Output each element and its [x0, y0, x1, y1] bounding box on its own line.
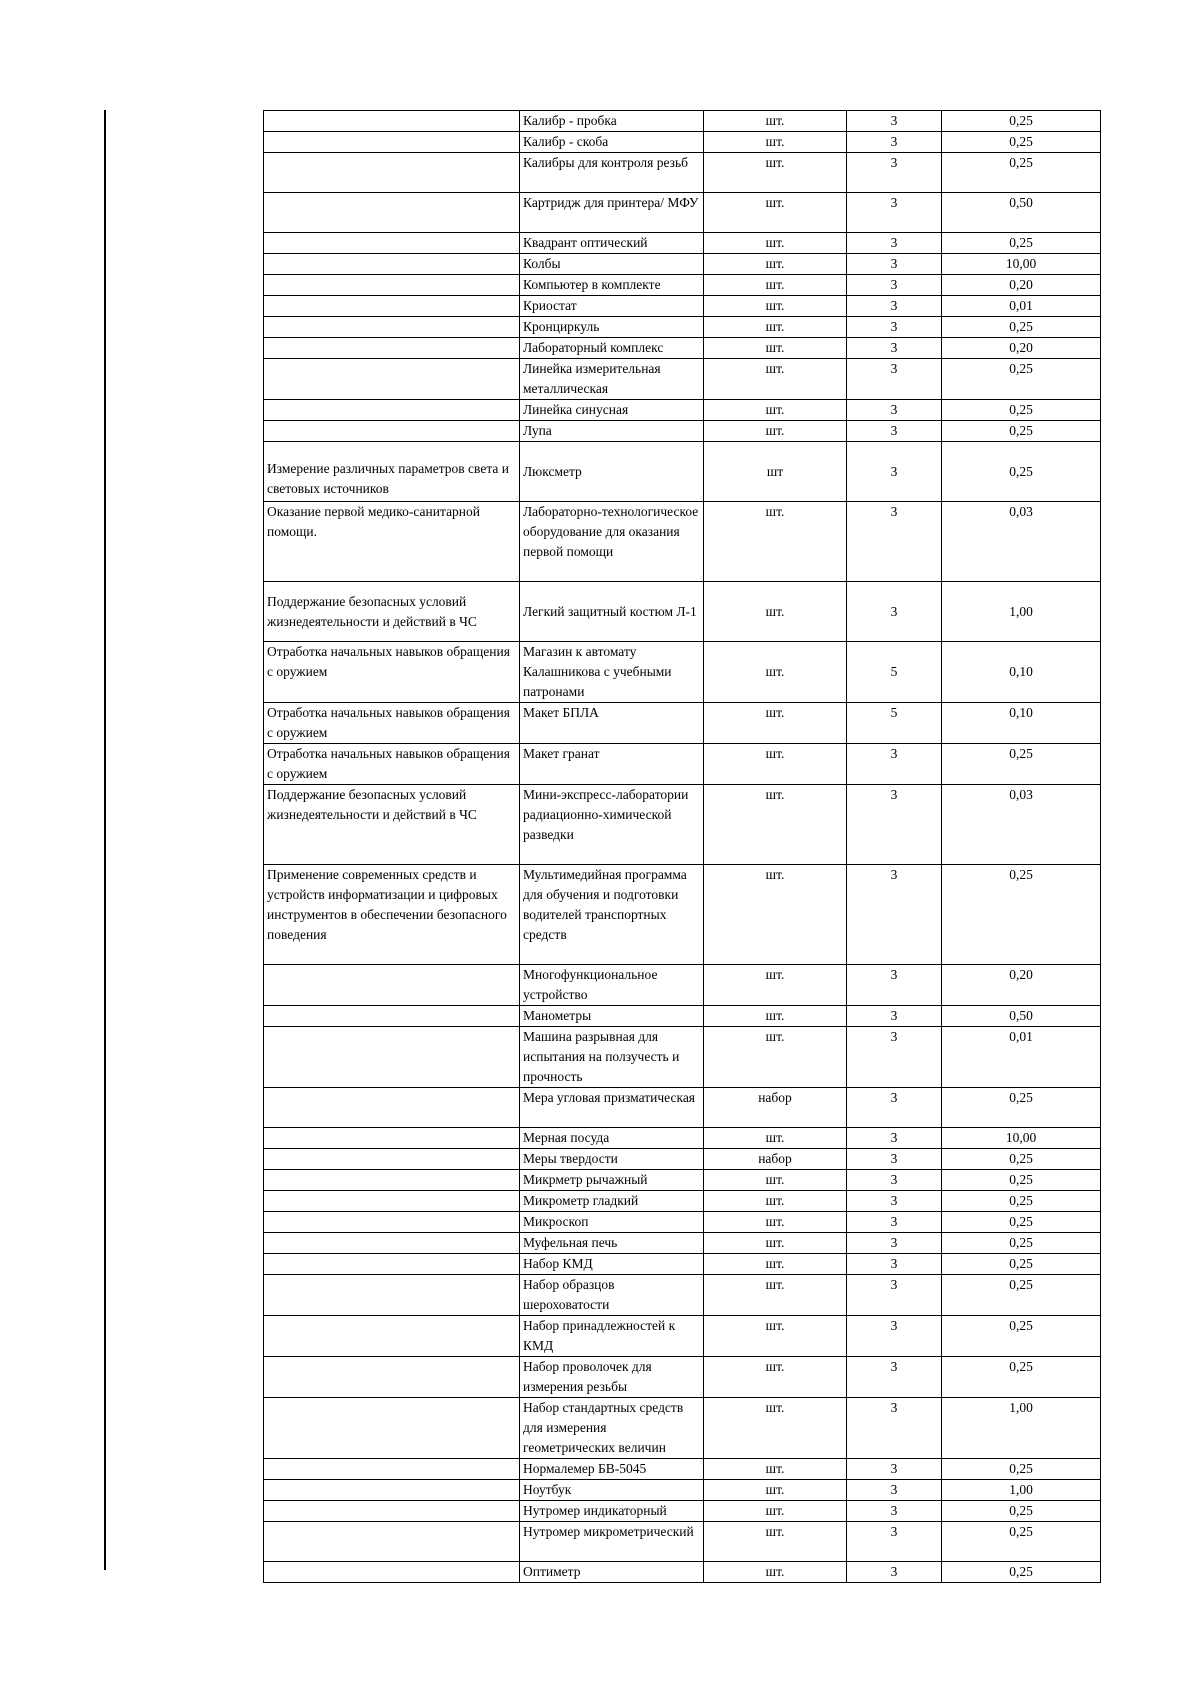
unit-cell: шт. — [704, 1006, 847, 1027]
quantity-cell: 3 — [847, 1275, 942, 1316]
table-row — [264, 296, 1101, 317]
norm-cell: 0,03 — [942, 785, 1101, 865]
table-row — [264, 317, 1101, 338]
purpose-cell — [264, 1128, 520, 1149]
item-name-cell: Меры твердости — [520, 1149, 704, 1170]
quantity-cell: 3 — [847, 111, 942, 132]
purpose-cell — [264, 965, 520, 1006]
unit-cell: шт. — [704, 1254, 847, 1275]
item-name-cell: Колбы — [520, 254, 704, 275]
table-row — [264, 642, 1101, 703]
unit-cell: шт. — [704, 502, 847, 582]
table-row — [264, 1254, 1101, 1275]
norm-cell: 0,25 — [942, 1170, 1101, 1191]
unit-cell: шт. — [704, 359, 847, 400]
margin-line — [104, 110, 106, 1570]
norm-cell: 0,10 — [942, 703, 1101, 744]
purpose-cell — [264, 1170, 520, 1191]
quantity-cell: 3 — [847, 1006, 942, 1027]
norm-cell: 0,20 — [942, 275, 1101, 296]
quantity-cell: 3 — [847, 254, 942, 275]
unit-cell: шт. — [704, 1233, 847, 1254]
table-row — [264, 400, 1101, 421]
table-row — [264, 785, 1101, 865]
purpose-cell — [264, 1459, 520, 1480]
table-row — [264, 1316, 1101, 1357]
unit-cell: шт. — [704, 785, 847, 865]
table-row — [264, 442, 1101, 502]
norm-cell: 0,25 — [942, 233, 1101, 254]
table-row — [264, 1170, 1101, 1191]
norm-cell: 0,25 — [942, 1562, 1101, 1583]
unit-cell: шт. — [704, 865, 847, 965]
table-row — [264, 132, 1101, 153]
table-row — [264, 744, 1101, 785]
norm-cell: 0,25 — [942, 1212, 1101, 1233]
norm-cell: 0,20 — [942, 338, 1101, 359]
item-name-cell: Набор проволочек для измерения резьбы — [520, 1357, 704, 1398]
table-row — [264, 865, 1101, 965]
norm-cell: 1,00 — [942, 582, 1101, 642]
norm-cell: 1,00 — [942, 1398, 1101, 1459]
unit-cell: набор — [704, 1149, 847, 1170]
norm-cell: 0,25 — [942, 1501, 1101, 1522]
quantity-cell: 3 — [847, 275, 942, 296]
norm-cell: 0,25 — [942, 1316, 1101, 1357]
unit-cell: шт. — [704, 1170, 847, 1191]
table-row — [264, 421, 1101, 442]
norm-cell: 0,25 — [942, 865, 1101, 965]
table-row — [264, 1088, 1101, 1128]
purpose-cell — [264, 1088, 520, 1128]
table-row — [264, 1128, 1101, 1149]
norm-cell: 0,25 — [942, 153, 1101, 193]
table-row — [264, 1459, 1101, 1480]
item-name-cell: Линейка измерительная металлическая — [520, 359, 704, 400]
norm-cell: 0,25 — [942, 317, 1101, 338]
norm-cell: 0,25 — [942, 1088, 1101, 1128]
table-row — [264, 275, 1101, 296]
norm-cell: 1,00 — [942, 1480, 1101, 1501]
quantity-cell: 3 — [847, 785, 942, 865]
norm-cell: 0,25 — [942, 1149, 1101, 1170]
unit-cell: шт. — [704, 703, 847, 744]
purpose-cell — [264, 359, 520, 400]
table-row — [264, 1191, 1101, 1212]
table-row — [264, 1357, 1101, 1398]
unit-cell: шт. — [704, 296, 847, 317]
quantity-cell: 3 — [847, 153, 942, 193]
table-row — [264, 582, 1101, 642]
purpose-cell — [264, 1357, 520, 1398]
equipment-table — [263, 110, 1101, 1583]
quantity-cell: 3 — [847, 582, 942, 642]
purpose-cell — [264, 254, 520, 275]
table-row — [264, 193, 1101, 233]
quantity-cell: 3 — [847, 1254, 942, 1275]
quantity-cell: 3 — [847, 1501, 942, 1522]
norm-cell: 0,25 — [942, 359, 1101, 400]
table-row — [264, 1480, 1101, 1501]
table-row — [264, 1027, 1101, 1088]
quantity-cell: 3 — [847, 132, 942, 153]
quantity-cell: 3 — [847, 1357, 942, 1398]
unit-cell: шт. — [704, 400, 847, 421]
item-name-cell: Макет гранат — [520, 744, 704, 785]
quantity-cell: 3 — [847, 1191, 942, 1212]
quantity-cell: 3 — [847, 1170, 942, 1191]
purpose-cell — [264, 1212, 520, 1233]
quantity-cell: 3 — [847, 421, 942, 442]
purpose-cell — [264, 338, 520, 359]
quantity-cell: 3 — [847, 1149, 942, 1170]
norm-cell: 0,25 — [942, 744, 1101, 785]
purpose-cell — [264, 1006, 520, 1027]
item-name-cell: Многофункциональное устройство — [520, 965, 704, 1006]
table-row — [264, 1398, 1101, 1459]
item-name-cell: Нутромер микрометрический — [520, 1522, 704, 1562]
item-name-cell: Калибр - пробка — [520, 111, 704, 132]
unit-cell: шт. — [704, 744, 847, 785]
norm-cell: 0,25 — [942, 132, 1101, 153]
table-row — [264, 502, 1101, 582]
table-row — [264, 1233, 1101, 1254]
purpose-cell — [264, 1191, 520, 1212]
quantity-cell: 3 — [847, 1128, 942, 1149]
unit-cell: шт. — [704, 233, 847, 254]
item-name-cell: Мини-экспресс-лаборатории радиационно-химической разведки — [520, 785, 704, 865]
item-name-cell: Микроскоп — [520, 1212, 704, 1233]
quantity-cell: 5 — [847, 703, 942, 744]
table-row — [264, 1275, 1101, 1316]
norm-cell: 0,25 — [942, 1357, 1101, 1398]
unit-cell: шт — [704, 442, 847, 502]
norm-cell: 0,25 — [942, 1522, 1101, 1562]
purpose-cell — [264, 1275, 520, 1316]
norm-cell: 0,01 — [942, 296, 1101, 317]
table-row — [264, 111, 1101, 132]
table-row — [264, 965, 1101, 1006]
unit-cell: шт. — [704, 1191, 847, 1212]
norm-cell: 10,00 — [942, 254, 1101, 275]
item-name-cell: Оптиметр — [520, 1562, 704, 1583]
unit-cell: шт. — [704, 254, 847, 275]
table-row — [264, 1562, 1101, 1583]
item-name-cell: Квадрант оптический — [520, 233, 704, 254]
item-name-cell: Микрометр гладкий — [520, 1191, 704, 1212]
table-row — [264, 703, 1101, 744]
unit-cell: шт. — [704, 1357, 847, 1398]
quantity-cell: 3 — [847, 744, 942, 785]
norm-cell: 0,10 — [942, 642, 1101, 703]
unit-cell: шт. — [704, 1398, 847, 1459]
quantity-cell: 3 — [847, 1027, 942, 1088]
quantity-cell: 5 — [847, 642, 942, 703]
unit-cell: шт. — [704, 1522, 847, 1562]
unit-cell: шт. — [704, 1501, 847, 1522]
item-name-cell: Манометры — [520, 1006, 704, 1027]
item-name-cell: Лабораторный комплекс — [520, 338, 704, 359]
item-name-cell: Магазин к автомату Калашникова с учебными патронами — [520, 642, 704, 703]
purpose-cell — [264, 132, 520, 153]
unit-cell: шт. — [704, 1212, 847, 1233]
unit-cell: шт. — [704, 275, 847, 296]
unit-cell: набор — [704, 1088, 847, 1128]
item-name-cell: Легкий защитный костюм Л-1 — [520, 582, 704, 642]
item-name-cell: Набор КМД — [520, 1254, 704, 1275]
norm-cell: 0,25 — [942, 421, 1101, 442]
equipment-table-body — [264, 111, 1101, 1583]
norm-cell: 10,00 — [942, 1128, 1101, 1149]
item-name-cell: Мультимедийная программа для обучения и подготовки водителей транспортных средств — [520, 865, 704, 965]
norm-cell: 0,25 — [942, 111, 1101, 132]
item-name-cell: Набор стандартных средств для измерения геометрических величин — [520, 1398, 704, 1459]
quantity-cell: 3 — [847, 502, 942, 582]
item-name-cell: Ноутбук — [520, 1480, 704, 1501]
quantity-cell: 3 — [847, 1459, 942, 1480]
quantity-cell: 3 — [847, 296, 942, 317]
purpose-cell: Измерение различных параметров света и световых источников — [264, 442, 520, 502]
purpose-cell — [264, 317, 520, 338]
quantity-cell: 3 — [847, 1522, 942, 1562]
norm-cell: 0,01 — [942, 1027, 1101, 1088]
purpose-cell — [264, 421, 520, 442]
item-name-cell: Машина разрывная для испытания на ползучесть и прочность — [520, 1027, 704, 1088]
quantity-cell: 3 — [847, 233, 942, 254]
unit-cell: шт. — [704, 132, 847, 153]
purpose-cell — [264, 193, 520, 233]
purpose-cell — [264, 1254, 520, 1275]
purpose-cell — [264, 275, 520, 296]
purpose-cell — [264, 1027, 520, 1088]
unit-cell: шт. — [704, 965, 847, 1006]
quantity-cell: 3 — [847, 1088, 942, 1128]
quantity-cell: 3 — [847, 317, 942, 338]
item-name-cell: Набор принадлежностей к КМД — [520, 1316, 704, 1357]
item-name-cell: Картридж для принтера/ МФУ — [520, 193, 704, 233]
table-row — [264, 233, 1101, 254]
unit-cell: шт. — [704, 1027, 847, 1088]
purpose-cell — [264, 296, 520, 317]
table-row — [264, 359, 1101, 400]
table-row — [264, 1006, 1101, 1027]
quantity-cell: 3 — [847, 338, 942, 359]
item-name-cell: Люксметр — [520, 442, 704, 502]
norm-cell: 0,50 — [942, 193, 1101, 233]
purpose-cell — [264, 1316, 520, 1357]
item-name-cell: Линейка синусная — [520, 400, 704, 421]
purpose-cell — [264, 233, 520, 254]
norm-cell: 0,50 — [942, 1006, 1101, 1027]
quantity-cell: 3 — [847, 1480, 942, 1501]
unit-cell: шт. — [704, 317, 847, 338]
table-row — [264, 1501, 1101, 1522]
purpose-cell — [264, 1562, 520, 1583]
quantity-cell: 3 — [847, 1212, 942, 1233]
norm-cell: 0,25 — [942, 400, 1101, 421]
purpose-cell: Отработка начальных навыков обращения с оружием — [264, 642, 520, 703]
purpose-cell — [264, 1522, 520, 1562]
quantity-cell: 3 — [847, 400, 942, 421]
unit-cell: шт. — [704, 153, 847, 193]
item-name-cell: Компьютер в комплекте — [520, 275, 704, 296]
item-name-cell: Нормалемер БВ-5045 — [520, 1459, 704, 1480]
norm-cell: 0,25 — [942, 442, 1101, 502]
quantity-cell: 3 — [847, 359, 942, 400]
item-name-cell: Лупа — [520, 421, 704, 442]
norm-cell: 0,25 — [942, 1233, 1101, 1254]
quantity-cell: 3 — [847, 1562, 942, 1583]
norm-cell: 0,25 — [942, 1459, 1101, 1480]
unit-cell: шт. — [704, 1562, 847, 1583]
purpose-cell: Оказание первой медико-санитарной помощи. — [264, 502, 520, 582]
unit-cell: шт. — [704, 1459, 847, 1480]
purpose-cell — [264, 1480, 520, 1501]
item-name-cell: Калибры для контроля резьб — [520, 153, 704, 193]
purpose-cell — [264, 1149, 520, 1170]
quantity-cell: 3 — [847, 865, 942, 965]
item-name-cell: Калибр - скоба — [520, 132, 704, 153]
purpose-cell — [264, 1501, 520, 1522]
item-name-cell: Микрметр рычажный — [520, 1170, 704, 1191]
item-name-cell: Макет БПЛА — [520, 703, 704, 744]
item-name-cell: Криостат — [520, 296, 704, 317]
unit-cell: шт. — [704, 642, 847, 703]
table-row — [264, 1149, 1101, 1170]
purpose-cell — [264, 1398, 520, 1459]
table-row — [264, 1522, 1101, 1562]
quantity-cell: 3 — [847, 1233, 942, 1254]
item-name-cell: Мера угловая призматическая — [520, 1088, 704, 1128]
quantity-cell: 3 — [847, 442, 942, 502]
item-name-cell: Нутромер индикаторный — [520, 1501, 704, 1522]
purpose-cell: Отработка начальных навыков обращения с оружием — [264, 744, 520, 785]
quantity-cell: 3 — [847, 965, 942, 1006]
item-name-cell: Набор образцов шероховатости — [520, 1275, 704, 1316]
norm-cell: 0,25 — [942, 1254, 1101, 1275]
norm-cell: 0,25 — [942, 1275, 1101, 1316]
table-row — [264, 1212, 1101, 1233]
unit-cell: шт. — [704, 1275, 847, 1316]
unit-cell: шт. — [704, 421, 847, 442]
purpose-cell — [264, 111, 520, 132]
quantity-cell: 3 — [847, 1398, 942, 1459]
purpose-cell: Отработка начальных навыков обращения с оружием — [264, 703, 520, 744]
unit-cell: шт. — [704, 111, 847, 132]
table-row — [264, 254, 1101, 275]
quantity-cell: 3 — [847, 1316, 942, 1357]
unit-cell: шт. — [704, 1316, 847, 1357]
norm-cell: 0,25 — [942, 1191, 1101, 1212]
table-row — [264, 338, 1101, 359]
unit-cell: шт. — [704, 582, 847, 642]
unit-cell: шт. — [704, 193, 847, 233]
purpose-cell — [264, 153, 520, 193]
purpose-cell: Применение современных средств и устройств информатизации и цифровых инструментов в обеспечении безопасного поведения — [264, 865, 520, 965]
item-name-cell: Лабораторно-технологическое оборудование для оказания первой помощи — [520, 502, 704, 582]
table-row — [264, 153, 1101, 193]
purpose-cell: Поддержание безопасных условий жизнедеятельности и действий в ЧС — [264, 582, 520, 642]
purpose-cell: Поддержание безопасных условий жизнедеятельности и действий в ЧС — [264, 785, 520, 865]
purpose-cell — [264, 1233, 520, 1254]
unit-cell: шт. — [704, 1480, 847, 1501]
item-name-cell: Кронциркуль — [520, 317, 704, 338]
unit-cell: шт. — [704, 1128, 847, 1149]
purpose-cell — [264, 400, 520, 421]
norm-cell: 0,20 — [942, 965, 1101, 1006]
norm-cell: 0,03 — [942, 502, 1101, 582]
quantity-cell: 3 — [847, 193, 942, 233]
item-name-cell: Муфельная печь — [520, 1233, 704, 1254]
item-name-cell: Мерная посуда — [520, 1128, 704, 1149]
unit-cell: шт. — [704, 338, 847, 359]
